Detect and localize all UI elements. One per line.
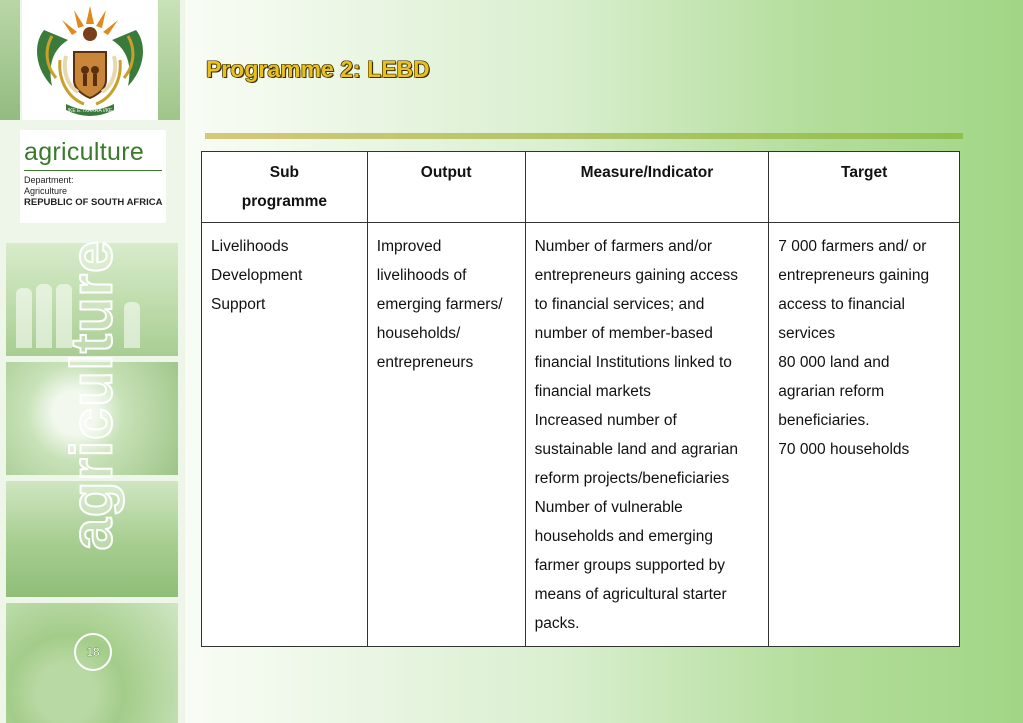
cell-output [367,223,525,647]
cell-line: beneficiaries. [778,412,870,429]
cell-line: access to financial [778,296,905,313]
programme-table [201,151,960,647]
cell-line: entrepreneurs gaining [778,267,930,284]
cell-line: farmer groups supported by [534,557,725,574]
header-target [769,152,960,223]
cell-line: reform projects/beneficiaries [534,470,730,487]
cell-line: Support [211,296,266,313]
photo-tile-left [0,0,20,120]
cell-line: households/ [376,325,461,342]
cell-line: number of member-based [534,325,713,342]
cell-line: sustainable land and agrarian [534,441,738,458]
cell-line: 80 000 land and [778,354,890,371]
cell-line: 7 000 farmers and/ or [778,238,927,255]
cell-line: households and emerging [534,528,713,545]
coat-of-arms-icon [22,0,158,120]
logo-divider [24,170,162,171]
logo-line-department: Department: [24,175,74,185]
cell-line: agrarian reform [778,383,885,400]
cell-measure-indicator [525,223,769,647]
header-line: programme [241,193,328,210]
logo-wordmark: agriculture [24,138,145,166]
slide-title: Programme 2: LEBD [206,56,430,82]
crest-motto: !KE E: /XARRA //KE [67,108,113,114]
logo-line-agriculture: Agriculture [24,186,68,196]
left-decorative-strip [0,0,185,723]
header-line: Sub [269,164,300,181]
header-line: Measure/Indicator [580,164,714,181]
header-output [367,152,525,223]
cell-line: Livelihoods [211,238,289,255]
cell-line: Development [211,267,303,284]
cell-line: services [778,325,836,342]
header-line: Target [841,164,888,181]
cell-line: entrepreneurs [376,354,474,371]
cell-line: packs. [534,615,580,632]
page-number-badge [74,633,112,671]
table-row [202,223,960,647]
header-line: Output [420,164,472,181]
department-logo [20,130,166,223]
header-measure-indicator [525,152,769,223]
cell-line: financial markets [534,383,651,400]
header-sub-programme [202,152,368,223]
cell-sub-programme [202,223,368,647]
cell-line: to financial services; and [534,296,705,313]
vertical-watermark [52,239,132,551]
cell-line: Improved [376,238,442,255]
cell-line: Number of farmers and/or [534,238,713,255]
cell-line: entrepreneurs gaining access [534,267,738,284]
title-underline [205,133,963,139]
cell-line: emerging farmers/ [376,296,503,313]
table-header-row [202,152,960,223]
cell-line: Increased number of [534,412,677,429]
cell-line: 70 000 households [778,441,910,458]
coat-of-arms [22,0,158,120]
cell-target [769,223,960,647]
photo-tile-right [158,0,180,120]
cell-line: means of agricultural starter [534,586,727,603]
cell-line: livelihoods of [376,267,467,284]
cell-line: Number of vulnerable [534,499,683,516]
cell-line: financial Institutions linked to [534,354,732,371]
page-number: 18 [86,645,100,659]
vertical-watermark-text: agriculture [59,239,125,551]
logo-line-country: REPUBLIC OF SOUTH AFRICA [24,197,163,208]
